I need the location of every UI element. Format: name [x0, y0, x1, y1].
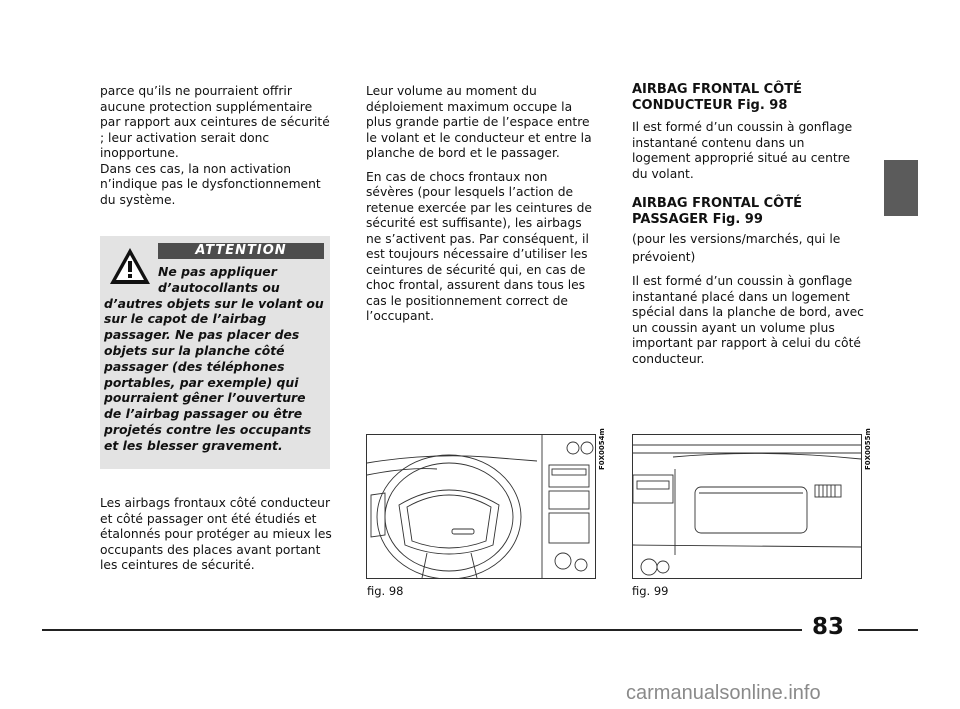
heading-passenger-line1: AIRBAG FRONTAL CÔTÉ [632, 196, 802, 211]
footer-rule-left [42, 629, 802, 631]
middle-paragraph1: Leur volume au moment du déploiement maximum occupe la plus grande partie de l’espace entre le volant et le conducteur et entre la planche de bord et le passager. [366, 84, 592, 160]
warning-text [104, 264, 326, 454]
page-number: 83 [812, 614, 845, 640]
warning-label: ATTENTION [158, 243, 324, 259]
right-paragraph1: Il est formé d’un coussin à gonflage instantané contenu dans un logement approprié situé au centre du volant. [632, 120, 853, 181]
warning-line1: Ne pas appliquer [158, 264, 277, 279]
figure-98-caption: fig. 98 [367, 584, 404, 598]
heading-driver [632, 82, 864, 114]
heading-passenger [632, 196, 864, 228]
warning-line2: d’autocollants ou [158, 279, 280, 295]
heading-passenger-line2: PASSAGER Fig. 99 [632, 212, 763, 227]
figure-98 [366, 434, 596, 579]
steering-wheel-illustration [367, 435, 595, 578]
left-column [100, 84, 332, 216]
watermark-text: carmanualsonline.info [626, 682, 821, 704]
dashboard-illustration [633, 435, 861, 578]
figure-98-code: F0X0054m [598, 428, 606, 470]
bottom-paragraph: Les airbags frontaux côté conducteur et côté passager ont été étudiés et étalonnés pour protéger au mieux les occupants des places avant portant les ceintures de sécurité. [100, 496, 332, 572]
figure-99-code: F0X0055m [864, 428, 872, 470]
footer-rule-right [858, 629, 918, 631]
right-column [632, 82, 864, 375]
middle-column [366, 84, 598, 333]
figure-99 [632, 434, 862, 579]
right-note: (pour les versions/marchés, qui le prévoient) [632, 232, 841, 264]
second-paragraph: Dans ces cas, la non activation n’indique pas le dysfonctionnement du système. [100, 161, 321, 207]
middle-paragraph2: En cas de chocs frontaux non sévères (pour lesquels l’action de retenue exercée par les ceintures de sécurité est suffisante), les airbags ne s’activent pas. Par conséquent, il est toujours nécessaire d’utiliser les ceintures de sécurité qui, en cas de choc frontal, assurent dans tous les cas le positionnement correct de l’occupant. [366, 169, 592, 323]
right-paragraph2: Il est formé d’un coussin à gonflage instantané placé dans un logement spécial dans la planche de bord, avec un coussin ayant un volume plus important par rapport à celui du côté conducteur. [632, 274, 864, 366]
left-bottom [100, 496, 332, 582]
section-tab [884, 160, 918, 216]
heading-driver-line2: CONDUCTEUR Fig. 98 [632, 98, 788, 113]
warning-box [100, 236, 330, 469]
figure-99-caption: fig. 99 [632, 584, 669, 598]
heading-driver-line1: AIRBAG FRONTAL CÔTÉ [632, 82, 802, 97]
intro-paragraph: parce qu’ils ne pourraient offrir aucune protection supplémentaire par rapport aux ceintures de sécurité ; leur activation serait donc inopportune. [100, 84, 330, 160]
warning-body: d’autres objets sur le volant ou sur le capot de l’airbag passager. Ne pas placer des objets sur la planche côté passager (des téléphones portables, par exemple) qui pourraient gêner l’ouverture de l’airbag passager ou être projetés contre les occupants et les blesser gravement. [104, 295, 324, 453]
